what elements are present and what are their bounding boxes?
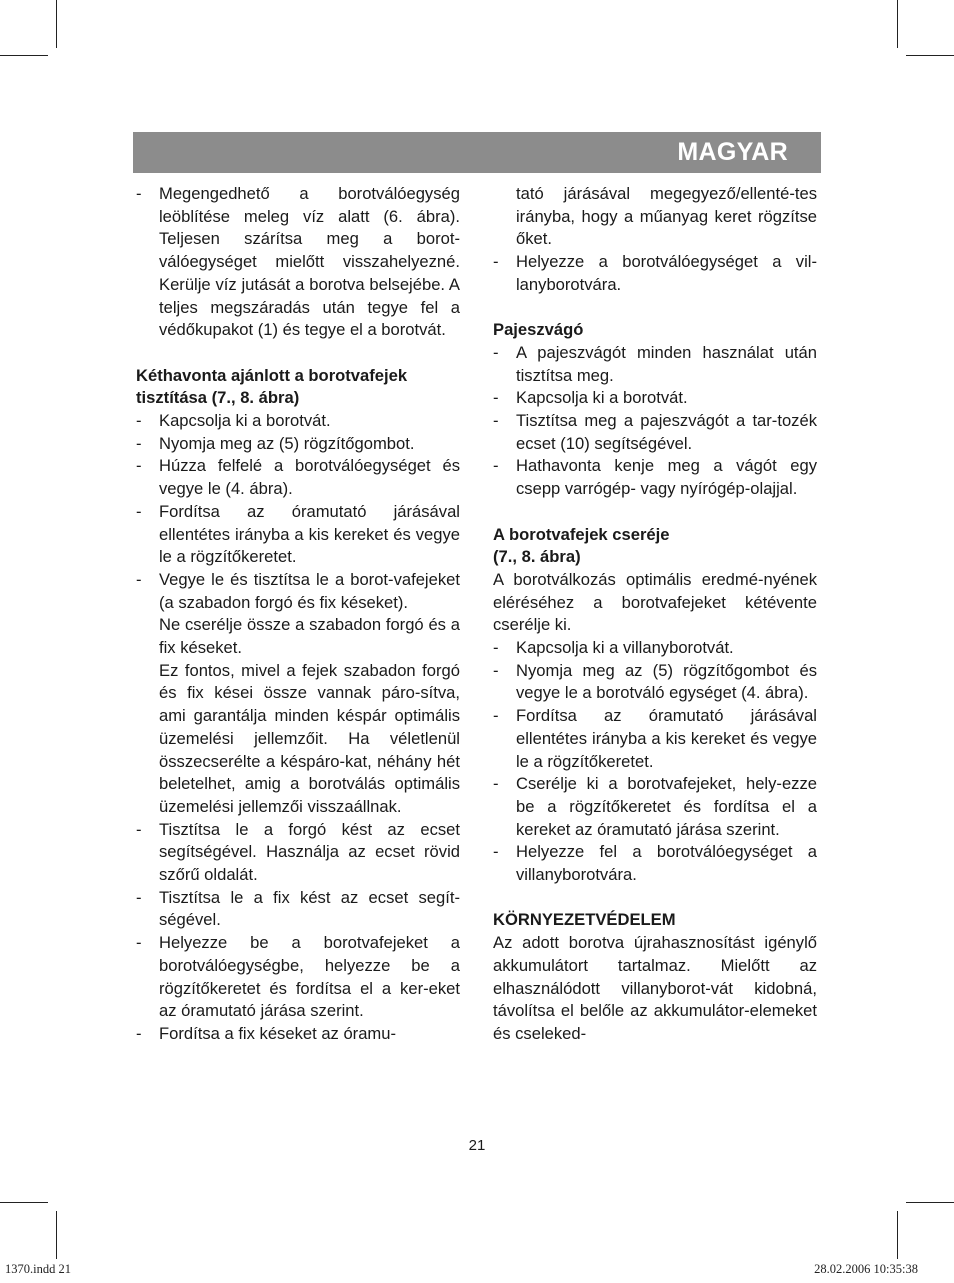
bullet-text: Helyezze fel a borotválóegységet a villanyborotvára. <box>516 842 817 885</box>
bullet-text: Fordítsa a fix késeket az óramu- <box>159 1024 397 1043</box>
left-text-column <box>136 183 460 1046</box>
spacer <box>493 297 817 320</box>
bullet-dash: - <box>136 887 142 907</box>
bullet-item <box>136 433 460 456</box>
spacer <box>493 501 817 524</box>
section-heading: Pajeszvágó <box>493 320 584 340</box>
section-heading: Kéthavonta ajánlott a borotvafejek tisztítása (7., 8. ábra) <box>136 365 408 408</box>
bullet-text: Fordítsa az óramutató járásával ellentétes irányba a kis kereket és vegye le a rögzítőkeretet. <box>516 706 817 771</box>
bullet-dash: - <box>493 388 499 408</box>
bullet-item <box>493 410 817 455</box>
bullet-item <box>136 183 460 342</box>
section-heading: KÖRNYEZETVÉDELEM <box>493 910 676 930</box>
crop-mark <box>897 1211 898 1259</box>
footer-file-slug: 1370.indd 21 <box>5 1262 71 1276</box>
crop-mark <box>0 55 48 56</box>
right-text-column <box>493 183 817 1046</box>
crop-mark <box>56 1211 57 1259</box>
page-number: 21 <box>468 1137 486 1154</box>
bullet-text: Helyezze be a borotvafejeket a borotválóegységbe, helyezze be a rögzítőkeretet és fordítsa el a ker-eket az óramutató járása szerint. <box>159 933 460 1021</box>
crop-mark <box>0 1202 48 1203</box>
footer-timestamp: 28.02.2006 10:35:38 <box>814 1262 918 1276</box>
bullet-text: Kapcsolja ki a borotvát. <box>516 388 688 408</box>
bullet-dash: - <box>493 252 499 272</box>
crop-mark <box>897 0 898 48</box>
bullet-item <box>136 569 460 614</box>
continuation-text: tató járásával megegyező/ellenté-tes irányba, hogy a műanyag keret rögzítse őket. <box>516 184 817 249</box>
bullet-text: Helyezze a borotválóegységet a vil-lanyborotvára. <box>516 252 817 294</box>
bullet-item <box>493 773 817 841</box>
crop-mark <box>906 1202 954 1203</box>
paragraph: Az adott borotva újrahasznosítást igénylő akkumulátort tartalmaz. Mielőtt az elhasználódott villanyborot-vát kidobná, távolítsa el belőle az akkumulátor-elemeket és cseleked- <box>493 933 817 1043</box>
bullet-item <box>493 637 817 660</box>
bullet-dash: - <box>493 638 499 658</box>
section-heading: A borotvafejek cseréje <box>493 524 670 544</box>
bullet-dash: - <box>493 660 499 680</box>
bullet-text: Tisztítsa meg a pajeszvágót a tar-tozék ecset (10) segítségével. <box>516 411 817 453</box>
continuation-text: Ne cserélje össze a szabadon forgó és a fix késeket. <box>159 615 460 658</box>
bullet-dash: - <box>493 411 499 431</box>
bullet-item <box>493 841 817 886</box>
spacer <box>493 887 817 910</box>
bullet-dash: - <box>136 569 142 589</box>
bullet-item <box>493 660 817 705</box>
bullet-dash: - <box>493 706 499 726</box>
bullet-text: Kapcsolja ki a villanyborotvát. <box>516 638 734 658</box>
spacer <box>136 342 460 365</box>
bullet-text: Hathavonta kenje meg a vágót egy csepp varrógép- vagy nyírógép-olajjal. <box>516 456 817 499</box>
bullet-dash: - <box>136 819 142 839</box>
bullet-text: A pajeszvágót minden használat után tisztítsa meg. <box>516 342 817 385</box>
bullet-item <box>136 887 460 932</box>
bullet-dash: - <box>136 184 142 203</box>
bullet-item <box>136 410 460 433</box>
bullet-item <box>136 1023 460 1046</box>
paragraph: A borotválkozás optimális eredmé-nyének eléréséhez a borotvafejeket kétévente cserélje ki. <box>493 569 817 635</box>
bullet-dash: - <box>493 342 499 362</box>
bullet-dash: - <box>136 411 142 431</box>
bullet-text: Nyomja meg az (5) rögzítőgombot. <box>159 433 415 453</box>
section-title: MAGYAR <box>677 138 788 166</box>
bullet-text: Cserélje ki a borotvafejeket, hely-ezze be a rögzítőkeretet és fordítsa el a kereket az óramutató járása szerint. <box>516 774 817 839</box>
bullet-text: Nyomja meg az (5) rögzítőgombot és vegye le a borotváló egységet (4. ábra). <box>516 660 817 703</box>
bullet-item <box>136 455 460 500</box>
bullet-text: Fordítsa az óramutató járásával ellentétes irányba a kis kereket és vegye le a rögzítőkeretet. <box>159 501 460 567</box>
bullet-item <box>136 501 460 569</box>
bullet-text: Vegye le és tisztítsa le a borot-vafejeket (a szabadon forgó és fix késeket). <box>159 569 460 612</box>
bullet-dash: - <box>136 456 142 476</box>
continuation-text: Ez fontos, mivel a fejek szabadon forgó és fix kései össze vannak páro-sítva, ami garantálja minden késpár optimális üzemelési jellemzőit. Ha véletlenül összecserélte a késpáro-kat, néhány hét beletelhet, amig a borotválás optimális üzemelési jellemzői visszaállnak. <box>159 660 460 816</box>
section-heading: (7., 8. ábra) <box>493 547 581 567</box>
bullet-dash: - <box>136 433 142 453</box>
bullet-dash: - <box>493 842 499 862</box>
bullet-item <box>493 342 817 387</box>
bullet-item <box>136 819 460 887</box>
crop-mark <box>906 55 954 56</box>
bullet-text: Húzza felfelé a borotválóegységet és vegye le (4. ábra). <box>159 456 460 499</box>
bullet-text: Kapcsolja ki a borotvát. <box>159 411 331 431</box>
crop-mark <box>56 0 57 48</box>
bullet-text: Tisztítsa le a fix kést az ecset segít-ségével. <box>159 887 460 930</box>
bullet-item <box>493 455 817 500</box>
bullet-dash: - <box>493 774 499 794</box>
section-header-bar <box>133 132 821 173</box>
bullet-dash: - <box>136 501 142 521</box>
bullet-dash: - <box>493 456 499 476</box>
bullet-text: Tisztítsa le a forgó kést az ecset segítségével. Használja az ecset rövid szőrű oldalát. <box>159 819 460 885</box>
bullet-text: Megengedhető a borotválóegység leöblítése meleg víz alatt (6. ábra). Teljesen szárítsa meg a borot-válóegységet mielőtt visszahelyezné. Kerülje víz jutását a borotva belsejébe. A teljes megszáradás után tegye fel a védőkupakot (1) és tegye el a borotvát. <box>159 184 460 340</box>
bullet-dash: - <box>136 1024 142 1043</box>
bullet-item <box>493 387 817 410</box>
bullet-item <box>493 251 817 296</box>
bullet-item <box>493 705 817 773</box>
bullet-dash: - <box>136 933 142 953</box>
bullet-item <box>136 932 460 1023</box>
